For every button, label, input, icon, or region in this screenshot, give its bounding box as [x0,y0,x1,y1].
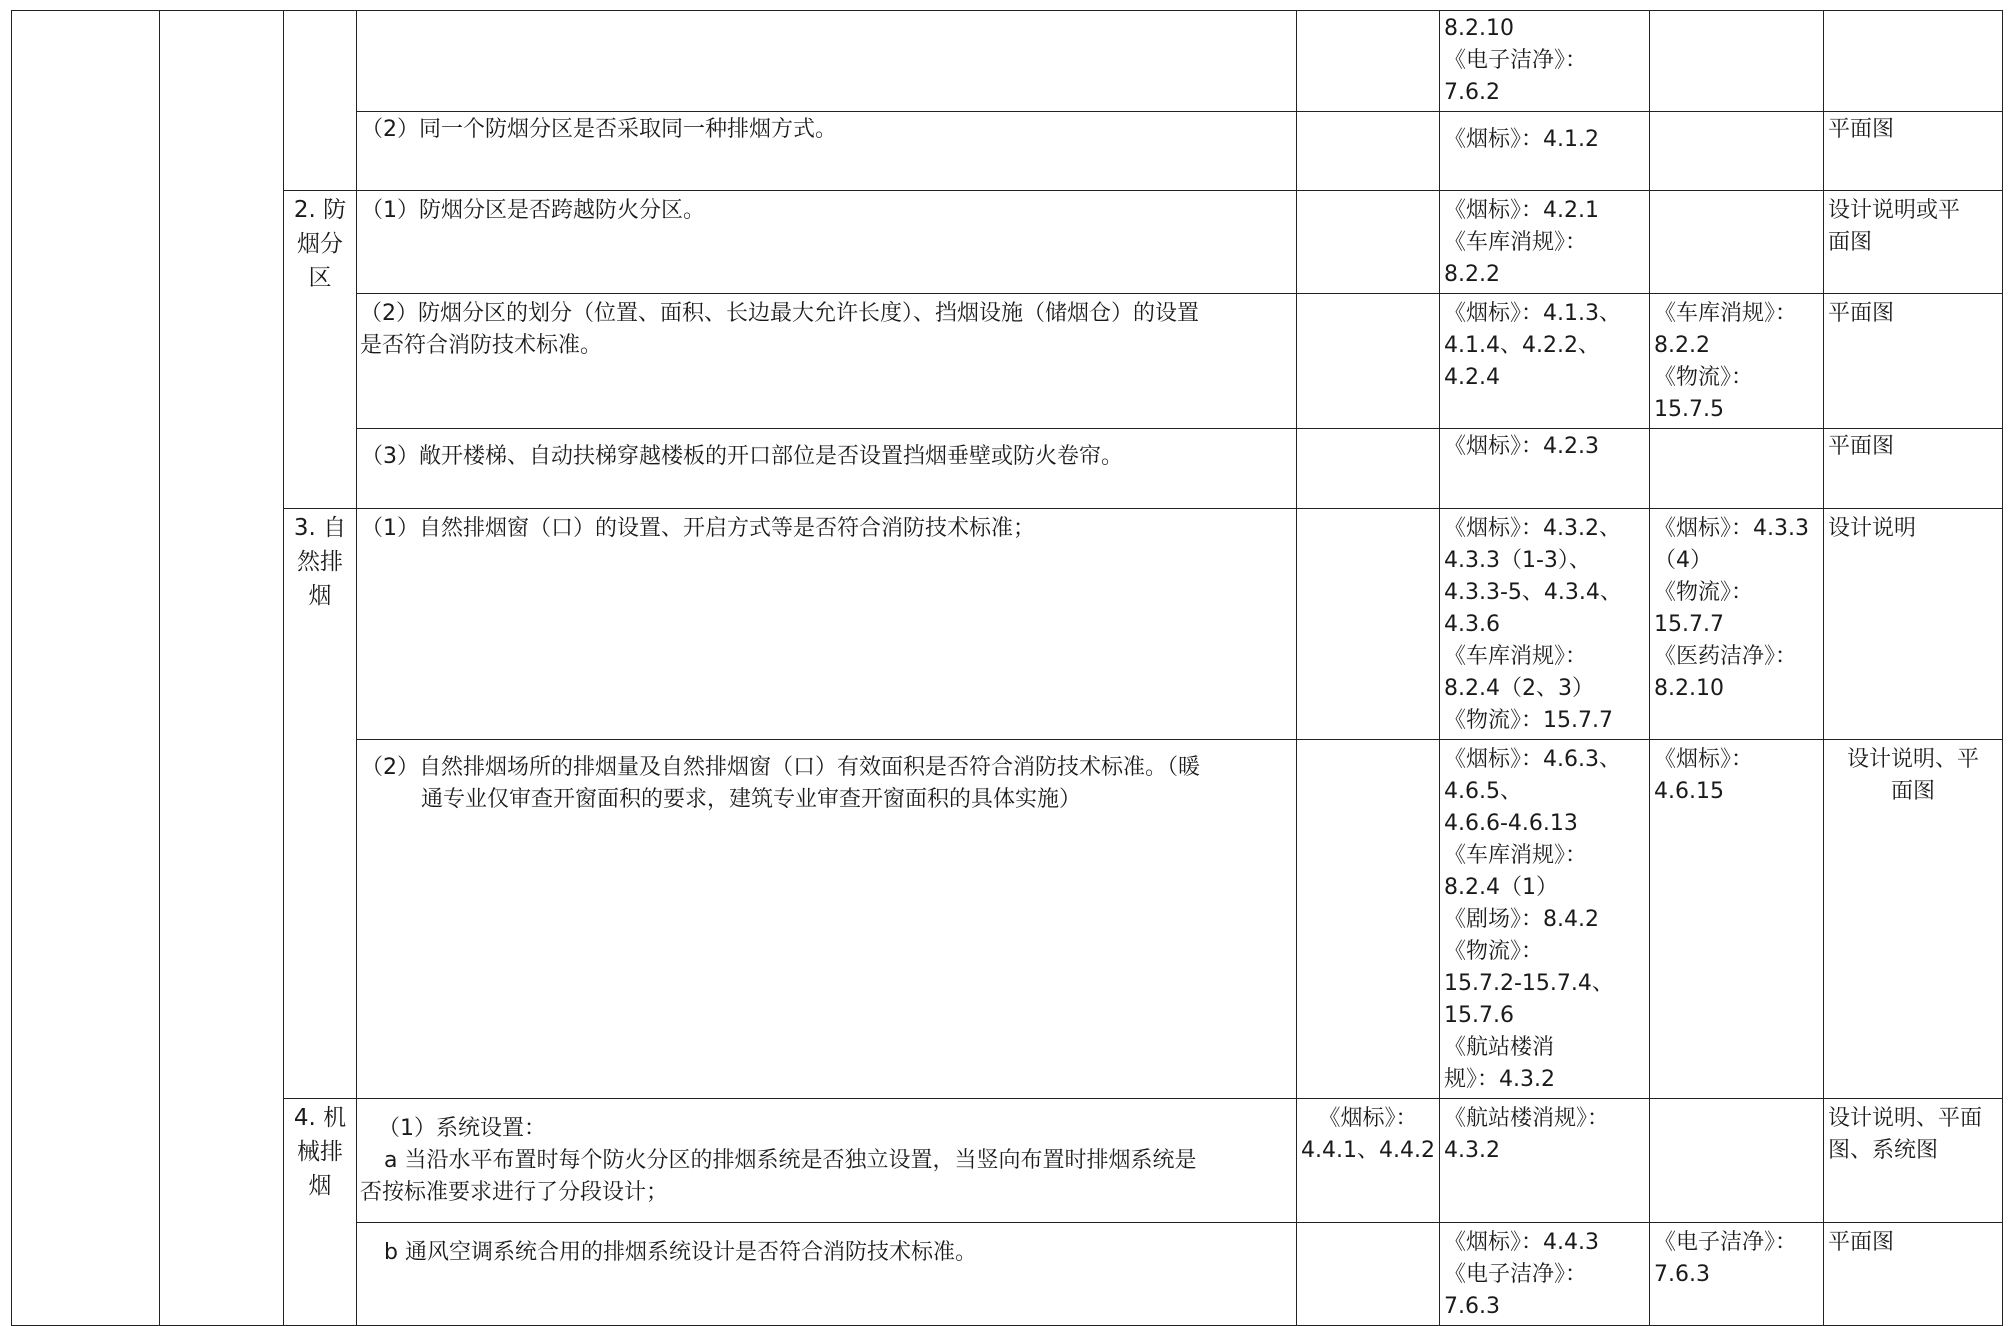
ref-line: 《物流》： [1654,365,1754,390]
ref-line: 7.6.3 [1444,1294,1500,1319]
ref-b-cell [1440,429,1650,509]
ref-line: 《航站楼消规》： [1444,1106,1610,1131]
ref-line: 《医药洁净》： [1654,644,1798,669]
ref-line: 《电子洁净》： [1444,48,1588,73]
doc-line: 设计说明或平 [1828,198,1961,223]
ref-line: 4.6.5、 [1444,779,1522,804]
ref-line: 《车库消规》： [1444,644,1588,669]
ref-c-cell [1650,294,1824,429]
ref-line: 15.7.2-15.7.4、 [1444,971,1614,996]
doc-line: 面图 [1890,779,1935,804]
ref-line: 4.3.3-5、4.3.4、 [1444,580,1622,605]
ref-line: 《烟标》： [1318,1106,1418,1131]
ref-c-cell [1650,11,1824,112]
ref-line: 《电子洁净》： [1444,1262,1588,1287]
section-label-line: 区 [308,265,332,291]
ref-line: 《烟标》：4.1.2 [1444,127,1599,152]
ref-line: 8.2.2 [1654,333,1710,358]
ref-c-cell [1650,191,1824,294]
doc-type-cell [1824,740,2003,1099]
ref-line: 规》：4.3.2 [1444,1067,1555,1092]
ref-b-cell [1440,1099,1650,1223]
section-label-line: 烟分 [297,231,343,257]
subcategory-cell [160,11,284,1326]
doc-type-cell [1824,191,2003,294]
doc-line: 平面图 [1828,1230,1895,1255]
section-label-line: 4. 机 [293,1105,347,1131]
ref-line: 4.1.4、4.2.2、 [1444,333,1600,358]
doc-line: 面图 [1828,230,1873,255]
ref-line: 4.6.15 [1654,779,1724,804]
ref-line: 4.3.2 [1444,1138,1500,1163]
ref-line: 15.7.6 [1444,1003,1514,1028]
question-cell [357,509,1297,740]
doc-line: 图、系统图 [1828,1138,1939,1163]
ref-c-cell [1650,112,1824,191]
doc-line: 设计说明 [1828,516,1917,541]
table-row [12,509,2003,740]
question-cell [357,1223,1297,1326]
section-label [284,1099,357,1326]
ref-b-cell [1440,1223,1650,1326]
question-line: （1）防烟分区是否跨越防火分区。 [361,198,705,223]
question-line: b 通风空调系统合用的排烟系统设计是否符合消防技术标准。 [384,1240,977,1265]
ref-line: 《物流》： [1654,580,1754,605]
ref-line: 《烟标》：4.3.3 [1654,516,1809,541]
table-row [12,11,2003,112]
section-label [284,509,357,1099]
ref-line: 4.6.6-4.6.13 [1444,811,1578,836]
question-line: 是否符合消防技术标准。 [360,333,603,358]
ref-line: 15.7.7 [1654,612,1724,637]
question-line: 通专业仅审查开窗面积的要求，建筑专业审查开窗面积的具体实施） [421,787,1082,812]
question-cell [357,740,1297,1099]
ref-line: 《烟标》：4.6.3、 [1444,747,1621,772]
ref-line: 《航站楼消 [1444,1035,1555,1060]
doc-line: 平面图 [1828,434,1895,459]
ref-line: 8.2.10 [1654,676,1724,701]
ref-line: 4.3.6 [1444,612,1500,637]
question-line: （1）自然排烟窗（口）的设置、开启方式等是否符合消防技术标准； [361,516,1035,541]
ref-b-cell [1440,191,1650,294]
ref-b-cell [1440,112,1650,191]
review-checklist-table [11,10,2003,1326]
ref-a-cell [1297,1099,1440,1223]
section-label-line: 械排 [297,1139,343,1165]
ref-a-cell [1297,112,1440,191]
table-row [12,1099,2003,1223]
question-line: （2）同一个防烟分区是否采取同一种排烟方式。 [361,117,837,142]
ref-line: （4） [1654,548,1712,573]
ref-a-cell [1297,11,1440,112]
ref-b-cell [1440,509,1650,740]
question-cell [357,191,1297,294]
question-cell [357,11,1297,112]
doc-line: 设计说明、平面 [1828,1106,1983,1131]
ref-line: 《烟标》：4.2.3 [1444,434,1599,459]
ref-a-cell [1297,191,1440,294]
ref-line: 《烟标》： [1654,747,1754,772]
ref-line: 8.2.4（1） [1444,875,1558,900]
section-label [284,191,357,509]
doc-type-cell [1824,429,2003,509]
ref-c-cell [1650,1223,1824,1326]
doc-line: 平面图 [1828,117,1895,142]
question-cell [357,294,1297,429]
section-label-line: 烟 [308,1173,332,1199]
question-cell [357,1099,1297,1223]
doc-type-cell [1824,509,2003,740]
ref-line: 《烟标》：4.3.2、 [1444,516,1621,541]
section-label-line: 然排 [297,549,343,575]
question-cell [357,429,1297,509]
ref-c-cell [1650,1099,1824,1223]
ref-line: 《物流》：15.7.7 [1444,708,1613,733]
question-line: （2）自然排烟场所的排烟量及自然排烟窗（口）有效面积是否符合消防技术标准。（暖 [361,755,1200,780]
ref-b-cell [1440,740,1650,1099]
ref-line: 《剧场》：8.4.2 [1444,907,1599,932]
ref-c-cell [1650,740,1824,1099]
doc-type-cell [1824,112,2003,191]
ref-line: 《烟标》：4.1.3、 [1444,301,1621,326]
question-line: （1）系统设置： [378,1116,546,1141]
ref-line: 7.6.2 [1444,80,1500,105]
ref-a-cell [1297,509,1440,740]
ref-line: 《车库消规》： [1444,843,1588,868]
doc-type-cell [1824,294,2003,429]
ref-a-cell [1297,429,1440,509]
ref-line: 4.2.4 [1444,365,1500,390]
ref-c-cell [1650,429,1824,509]
ref-b-cell [1440,294,1650,429]
ref-line: 《物流》： [1444,939,1544,964]
ref-line: 《烟标》：4.4.3 [1444,1230,1599,1255]
ref-line: 《烟标》：4.2.1 [1444,198,1599,223]
section-label-line: 2. 防 [293,197,347,223]
doc-line: 平面图 [1828,301,1895,326]
section-label-continued [284,11,357,191]
question-line: a 当沿水平布置时每个防火分区的排烟系统是否独立设置，当竖向布置时排烟系统是 [384,1148,1197,1173]
ref-line: 7.6.3 [1654,1262,1710,1287]
ref-line: 4.3.3（1-3）、 [1444,548,1591,573]
ref-b-cell [1440,11,1650,112]
ref-line: 8.2.10 [1444,16,1514,41]
question-line: （2）防烟分区的划分（位置、面积、长边最大允许长度）、挡烟设施（储烟仓）的设置 [360,301,1199,326]
ref-a-cell [1297,740,1440,1099]
table-row [12,191,2003,294]
question-cell [357,112,1297,191]
doc-line: 设计说明、平 [1846,747,1979,772]
category-cell [12,11,160,1326]
ref-line: 《车库消规》： [1654,301,1798,326]
doc-type-cell [1824,1099,2003,1223]
section-label-line: 烟 [308,583,332,609]
section-label-line: 3. 自 [293,515,347,541]
doc-type-cell [1824,11,2003,112]
ref-c-cell [1650,509,1824,740]
ref-line: 8.2.2 [1444,262,1500,287]
ref-line: 《车库消规》： [1444,230,1588,255]
doc-type-cell [1824,1223,2003,1326]
ref-line: 《电子洁净》： [1654,1230,1798,1255]
ref-line: 8.2.4（2、3） [1444,676,1594,701]
ref-line: 4.4.1、4.4.2 [1301,1138,1435,1163]
ref-a-cell [1297,294,1440,429]
ref-line: 15.7.5 [1654,397,1724,422]
question-line: （3）敞开楼梯、自动扶梯穿越楼板的开口部位是否设置挡烟垂壁或防火卷帘。 [361,444,1123,469]
question-line: 否按标准要求进行了分段设计； [360,1180,669,1205]
ref-a-cell [1297,1223,1440,1326]
